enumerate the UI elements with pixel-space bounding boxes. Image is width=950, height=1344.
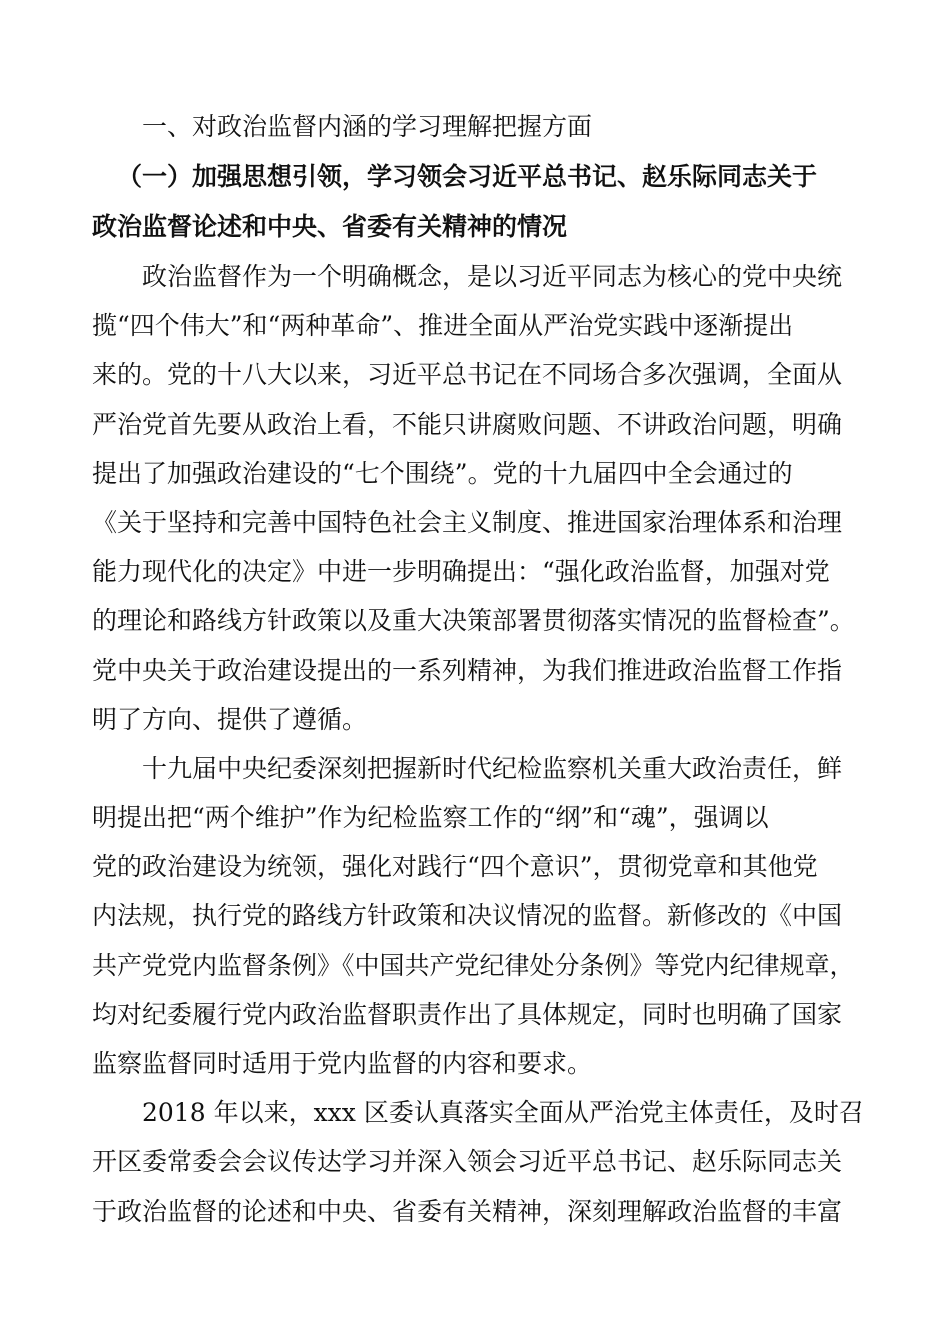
text-line: 明提出把“两个维护”作为纪检监察工作的“纲”和“魂”，强调以: [92, 803, 769, 833]
text-line: 揽“四个伟大”和“两种革命”、推进全面从严治党实践中逐渐提出: [92, 311, 794, 341]
text-line: 党的政治建设为统领，强化对践行“四个意识”，贯彻党章和其他党: [92, 852, 818, 882]
text-line: 开区委常委会会议传达学习并深入领会习近平总书记、赵乐际同志关: [92, 1147, 843, 1177]
document-body: [92, 102, 864, 1236]
text-line: 来的。党的十八大以来，习近平总书记在不同场合多次强调，全面从: [92, 360, 843, 390]
text-line: 均对纪委履行党内政治监督职责作出了具体规定，同时也明确了国家: [92, 999, 843, 1029]
text-line: 政治监督作为一个明确概念，是以习近平同志为核心的党中央统: [142, 262, 843, 291]
section-heading: 一、对政治监督内涵的学习理解把握方面: [142, 112, 593, 141]
text-line: 共产党党内监督条例》《中国共产党纪律处分条例》等党内纪律规章，: [92, 950, 855, 980]
paragraph-discipline-commission: [92, 744, 864, 1088]
text-line: 严治党首先要从政治上看，不能只讲腐败问题、不讲政治问题，明确: [92, 409, 843, 439]
subsection-heading: [92, 152, 864, 252]
text-line: 监察监督同时适用于党内监督的内容和要求。: [92, 1049, 593, 1078]
text-line: 能力现代化的决定》中进一步明确提出：“强化政治监督，加强对党: [92, 557, 830, 587]
paragraph-political-supervision-concept: [92, 252, 864, 744]
text-line: 2018 年以来，xxx 区委认真落实全面从严治党主体责任，及时召: [142, 1098, 864, 1128]
text-line: 内法规，执行党的路线方针政策和决议情况的监督。新修改的《中国: [92, 901, 843, 931]
paragraph-district-committee: [92, 1088, 864, 1236]
text-line: 党中央关于政治建设提出的一系列精神，为我们推进政治监督工作指: [92, 655, 843, 685]
text-line: 《关于坚持和完善中国特色社会主义制度、推进国家治理体系和治理: [92, 507, 843, 537]
text-line: 提出了加强政治建设的“七个围绕”。党的十九届四中全会通过的: [92, 458, 793, 488]
text-line: 的理论和路线方针政策以及重大决策部署贯彻落实情况的监督检查”。: [92, 606, 855, 636]
text-line: 于政治监督的论述和中央、省委有关精神，深刻理解政治监督的丰富: [92, 1196, 843, 1226]
subsection-heading-line: （一）加强思想引领，学习领会习近平总书记、赵乐际同志关于: [117, 162, 818, 191]
text-line: 明了方向、提供了遵循。: [92, 704, 368, 734]
subsection-heading-line: 政治监督论述和中央、省委有关精神的情况: [92, 212, 568, 241]
text-line: 十九届中央纪委深刻把握新时代纪检监察机关重大政治责任，鲜: [142, 753, 843, 783]
